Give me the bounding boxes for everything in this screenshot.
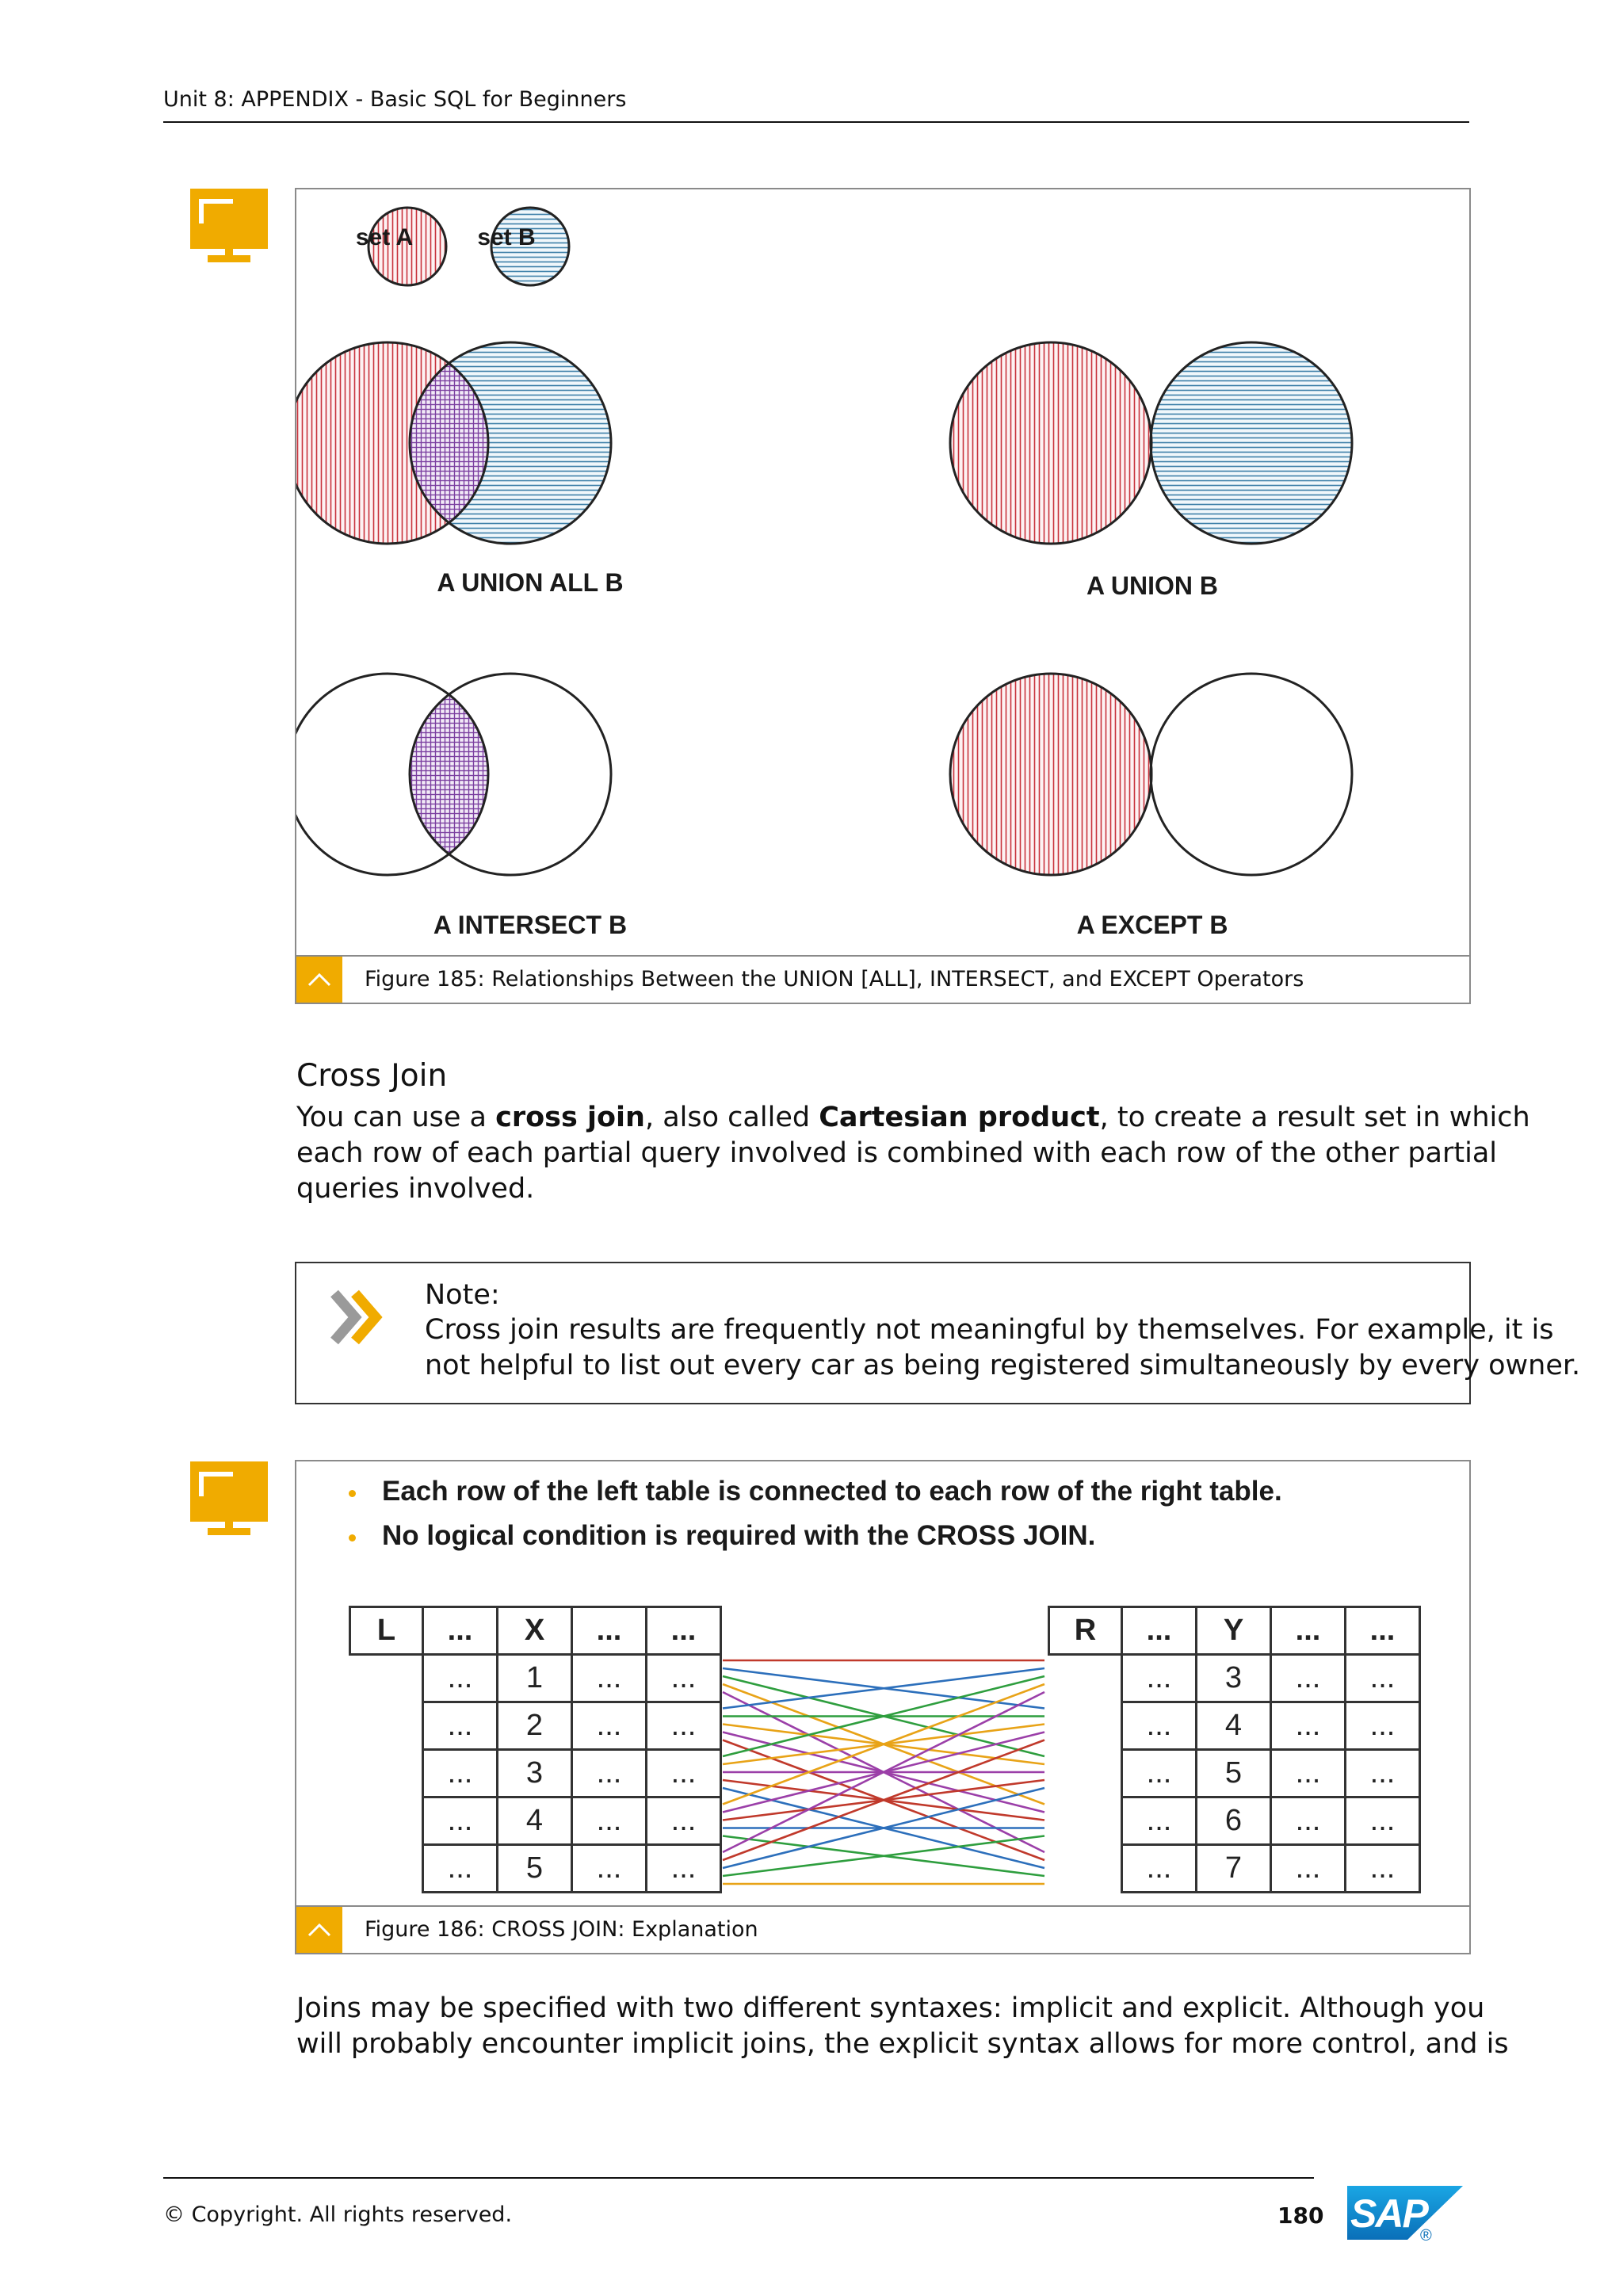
table-cell: 3	[1197, 1655, 1271, 1702]
table-cell: ...	[572, 1845, 647, 1893]
right-header-cell: ...	[1271, 1607, 1346, 1655]
left-header-cell: ...	[572, 1607, 647, 1655]
table-cell: ...	[1346, 1655, 1420, 1702]
table-cell: 7	[1197, 1845, 1271, 1893]
section-title-cross-join: Cross Join	[296, 1058, 448, 1094]
venn-union	[950, 342, 1352, 544]
table-cell: ...	[1122, 1655, 1197, 1702]
figure-185	[295, 188, 1471, 1004]
table-cell: ...	[1346, 1702, 1420, 1750]
table-cell: ...	[572, 1750, 647, 1797]
table-cell: ...	[647, 1845, 721, 1893]
joins-syntax-paragraph: Joins may be specified with two different syntaxes: implicit and explicit. Although you will probably encounter implicit joins, the explicit syntax allows for more control, and is	[296, 1992, 1509, 2060]
table-cell: ...	[1346, 1750, 1420, 1797]
left-table	[349, 1606, 722, 1893]
table-cell: ...	[1122, 1797, 1197, 1845]
label-intersect: A INTERSECT B	[433, 911, 628, 939]
table-cell: ...	[1271, 1750, 1346, 1797]
table-cell: 4	[1197, 1702, 1271, 1750]
chevron-up-icon[interactable]	[296, 1907, 342, 1953]
figure-185-caption-bar	[295, 955, 1471, 1004]
figure-186-caption-bar	[295, 1905, 1471, 1954]
table-cell: ...	[423, 1750, 498, 1797]
table-cell: ...	[1271, 1702, 1346, 1750]
label-union: A UNION B	[1086, 571, 1218, 600]
legend-set-a-label: set A	[355, 224, 414, 250]
table-cell: 5	[498, 1845, 572, 1893]
table-cell: 2	[498, 1702, 572, 1750]
right-header-cell: ...	[1122, 1607, 1197, 1655]
note-label: Note:	[425, 1279, 500, 1311]
left-header-cell: ...	[423, 1607, 498, 1655]
left-header-cell: X	[498, 1607, 572, 1655]
figure-186-caption: Figure 186: CROSS JOIN: Explanation	[365, 1917, 758, 1942]
left-header-cell: L	[350, 1607, 423, 1655]
sap-logo-mark: ®	[1420, 2227, 1432, 2244]
right-header-cell: R	[1049, 1607, 1122, 1655]
right-header-cell: Y	[1197, 1607, 1271, 1655]
table-cell: 5	[1197, 1750, 1271, 1797]
table-cell: ...	[1122, 1702, 1197, 1750]
header-rule	[163, 121, 1469, 123]
right-table	[1048, 1606, 1421, 1893]
bullet-1: Each row of the left table is connected to each row of the right table.	[382, 1476, 1282, 1507]
header-title: Unit 8: APPENDIX - Basic SQL for Beginners	[163, 87, 627, 112]
label-except: A EXCEPT B	[1076, 911, 1228, 939]
note-text: Cross join results are frequently not meaningful by themselves. For example, it is not helpful to list out every car as being registered simultaneously by every owner.	[425, 1314, 1581, 1381]
table-cell: ...	[423, 1655, 498, 1702]
table-cell: ...	[1271, 1845, 1346, 1893]
paragraph-text-3: , to create a result set in which each row of each partial query involved is combined with each row of the other partial queries involved.	[296, 1102, 1530, 1205]
venn-intersect	[296, 674, 611, 875]
table-cell: 1	[498, 1655, 572, 1702]
table-cell: 6	[1197, 1797, 1271, 1845]
label-union-all: A UNION ALL B	[437, 568, 624, 597]
left-header-cell: ...	[647, 1607, 721, 1655]
figure-186	[295, 1460, 1471, 1954]
table-cell: ...	[647, 1797, 721, 1845]
table-cell: ...	[647, 1655, 721, 1702]
chevron-right-icon	[325, 1282, 396, 1354]
term-cross-join: cross join	[495, 1102, 645, 1133]
cross-join-paragraph	[296, 1100, 1533, 1207]
footer-copyright: © Copyright. All rights reserved.	[163, 2202, 513, 2227]
chevron-up-icon[interactable]	[296, 957, 342, 1003]
venn-union-all	[296, 342, 611, 544]
table-cell: ...	[572, 1797, 647, 1845]
presentation-icon	[190, 189, 268, 266]
bullet-2: No logical condition is required with the CROSS JOIN.	[382, 1520, 1096, 1551]
table-cell: ...	[572, 1655, 647, 1702]
paragraph-text-2: , also called	[644, 1102, 819, 1133]
table-cell: ...	[1271, 1797, 1346, 1845]
term-cartesian-product: Cartesian product	[819, 1102, 1100, 1133]
table-cell: 4	[498, 1797, 572, 1845]
figure-185-caption: Figure 185: Relationships Between the UNION [ALL], INTERSECT, and EXCEPT Operators	[365, 967, 1304, 991]
venn-except	[950, 674, 1352, 875]
table-cell: ...	[1346, 1797, 1420, 1845]
presentation-icon	[190, 1461, 268, 1539]
page-number: 180	[1277, 2202, 1324, 2229]
legend-set-b-label: set B	[477, 224, 536, 250]
footer-rule	[163, 2177, 1314, 2179]
table-cell: ...	[1122, 1845, 1197, 1893]
table-cell: ...	[647, 1750, 721, 1797]
note-box	[295, 1262, 1581, 1404]
sap-logo-text: SAP	[1350, 2191, 1427, 2236]
paragraph-text-1: You can use a	[296, 1102, 496, 1133]
table-cell: ...	[423, 1797, 498, 1845]
table-cell: ...	[423, 1845, 498, 1893]
table-cell: 3	[498, 1750, 572, 1797]
table-cell: ...	[1271, 1655, 1346, 1702]
table-cell: ...	[1122, 1750, 1197, 1797]
table-cell: ...	[423, 1702, 498, 1750]
table-cell: ...	[1346, 1845, 1420, 1893]
table-cell: ...	[572, 1702, 647, 1750]
table-cell: ...	[647, 1702, 721, 1750]
right-header-cell: ...	[1346, 1607, 1420, 1655]
